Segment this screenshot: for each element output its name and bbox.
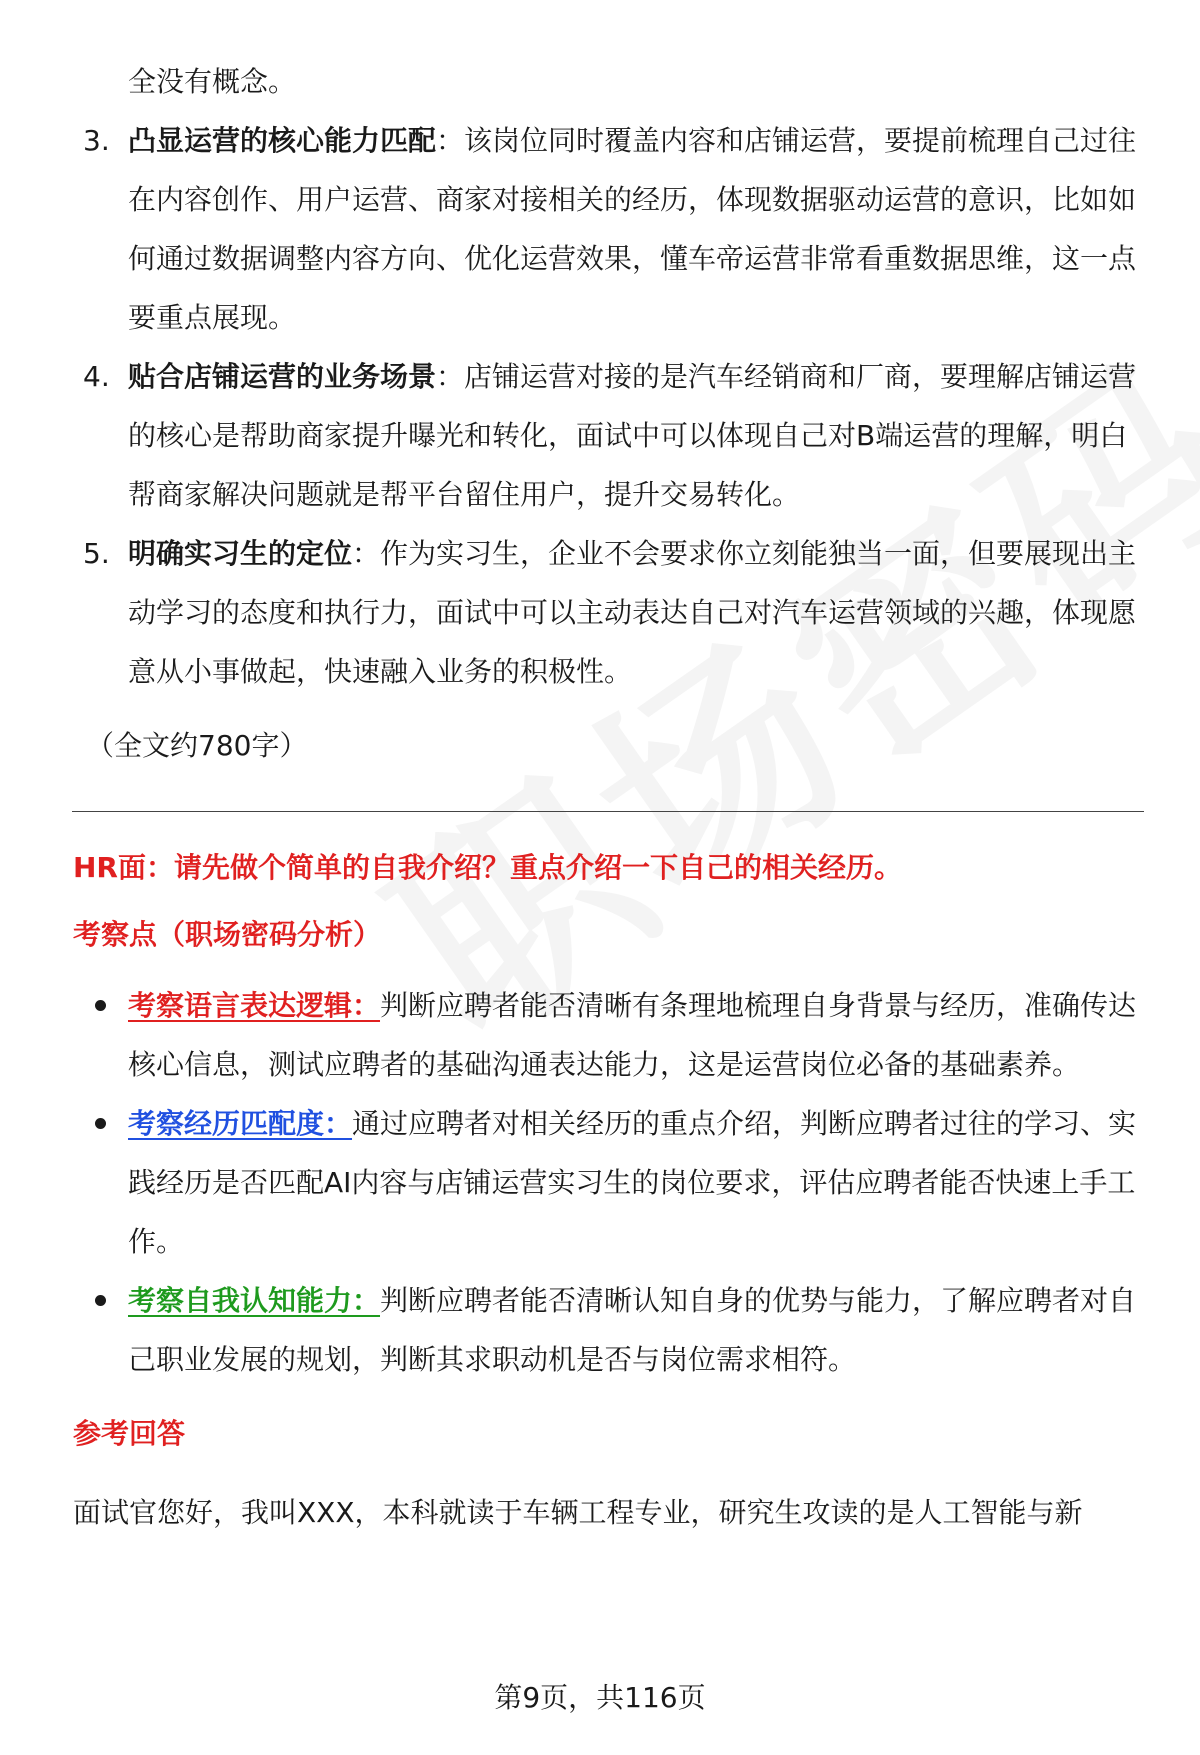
tips-list (73, 111, 1143, 701)
item-number: 3. (83, 124, 110, 157)
continuation-text: 全没有概念。 (128, 65, 297, 98)
list-item (73, 111, 1143, 347)
item-text: 该岗位同时覆盖内容和店铺运营，要提前梳理自己过往在内容创作、用户运营、商家对接相关的经历，体现数据驱动运营的意识，比如如何通过数据调整内容方向、优化运营效果，懂车帝运营非常看重数据思维，这一点要重点展现。 (128, 124, 1137, 334)
item-title: 贴合店铺运营的业务场景 (128, 360, 437, 393)
item-title: 明确实习生的定位 (128, 537, 353, 570)
answer-text: 面试官您好，我叫XXX，本科就读于车辆工程专业，研究生攻读的是人工智能与新 (73, 1496, 1083, 1529)
list-item (73, 976, 1143, 1094)
point-text: 通过应聘者对相关经历的重点介绍，判断应聘者过往的学习、实践经历是否匹配AI内容与店铺运营实习生的岗位要求，评估应聘者能否快速上手工作。 (128, 1107, 1137, 1258)
item-separator: ： (352, 537, 381, 570)
point-text: 判断应聘者能否清晰有条理地梳理自身背景与经历，准确传达核心信息，测试应聘者的基础沟通表达能力，这是运营岗位必备的基础素养。 (128, 989, 1137, 1081)
list-item (73, 1271, 1143, 1389)
list-item (73, 524, 1143, 701)
list-item (73, 347, 1143, 524)
list-item (73, 1094, 1143, 1271)
item-title: 凸显运营的核心能力匹配 (128, 124, 437, 157)
item-text: 作为实习生，企业不会要求你立刻能独当一面，但要展现出主动学习的态度和执行力，面试中可以主动表达自己对汽车运营领域的兴趣，体现愿意从小事做起，快速融入业务的积极性。 (128, 537, 1137, 688)
bullet-dot-icon (95, 1295, 106, 1306)
document-body (73, 52, 1143, 1542)
page-footer: 第9页，共116页 (494, 1681, 706, 1714)
point-keyword: 考察经历匹配度： (128, 1107, 353, 1140)
interview-question: HR面：请先做个简单的自我介绍？重点介绍一下自己的相关经历。 (73, 851, 902, 884)
item-number: 4. (83, 360, 110, 393)
word-count: （全文约780字） (86, 729, 308, 762)
point-keyword: 考察自我认知能力： (128, 1284, 381, 1317)
point-text: 判断应聘者能否清晰认知自身的优势与能力，了解应聘者对自己职业发展的规划，判断其求职动机是否与岗位需求相符。 (128, 1284, 1137, 1376)
item-separator: ： (436, 360, 465, 393)
item-text: 店铺运营对接的是汽车经销商和厂商，要理解店铺运营的核心是帮助商家提升曝光和转化，面试中可以体现自己对B端运营的理解，明白帮商家解决问题就是帮平台留住用户，提升交易转化。 (128, 360, 1137, 511)
item-separator: ： (436, 124, 465, 157)
point-keyword: 考察语言表达逻辑： (128, 989, 381, 1022)
analysis-list (73, 976, 1143, 1389)
answer-title: 参考回答 (73, 1417, 186, 1450)
bullet-dot-icon (95, 1000, 106, 1011)
bullet-dot-icon (95, 1118, 106, 1129)
section-divider (72, 811, 1144, 812)
analysis-title: 考察点（职场密码分析） (73, 918, 382, 951)
item-number: 5. (83, 537, 110, 570)
